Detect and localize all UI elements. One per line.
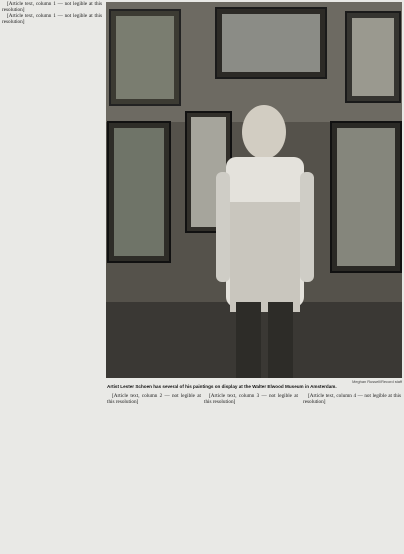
photo-credit: Meghan Russell/Record staff bbox=[352, 379, 402, 384]
article-paragraph: [Article text, column 1 — not legible at this resolution] bbox=[2, 13, 102, 26]
article-paragraph: [Article text, column 4 — not legible at this resolution] bbox=[303, 393, 401, 406]
photo-caption: Artist Lester Schoen has several of his paintings on display at the Walter Elwood Museum in Amsterdam. bbox=[107, 384, 337, 389]
article-column-left bbox=[2, 1, 102, 552]
article-photo bbox=[106, 2, 402, 378]
photo-artist-with-paintings bbox=[106, 2, 402, 378]
article-paragraph: [Article text, column 1 — not legible at this resolution] bbox=[2, 1, 102, 14]
article-column-3 bbox=[204, 393, 298, 553]
article-column-4 bbox=[303, 393, 401, 553]
article-paragraph: [Article text, column 2 — not legible at this resolution] bbox=[107, 393, 201, 406]
article-column-2 bbox=[107, 393, 201, 553]
article-paragraph: [Article text, column 3 — not legible at this resolution] bbox=[204, 393, 298, 406]
